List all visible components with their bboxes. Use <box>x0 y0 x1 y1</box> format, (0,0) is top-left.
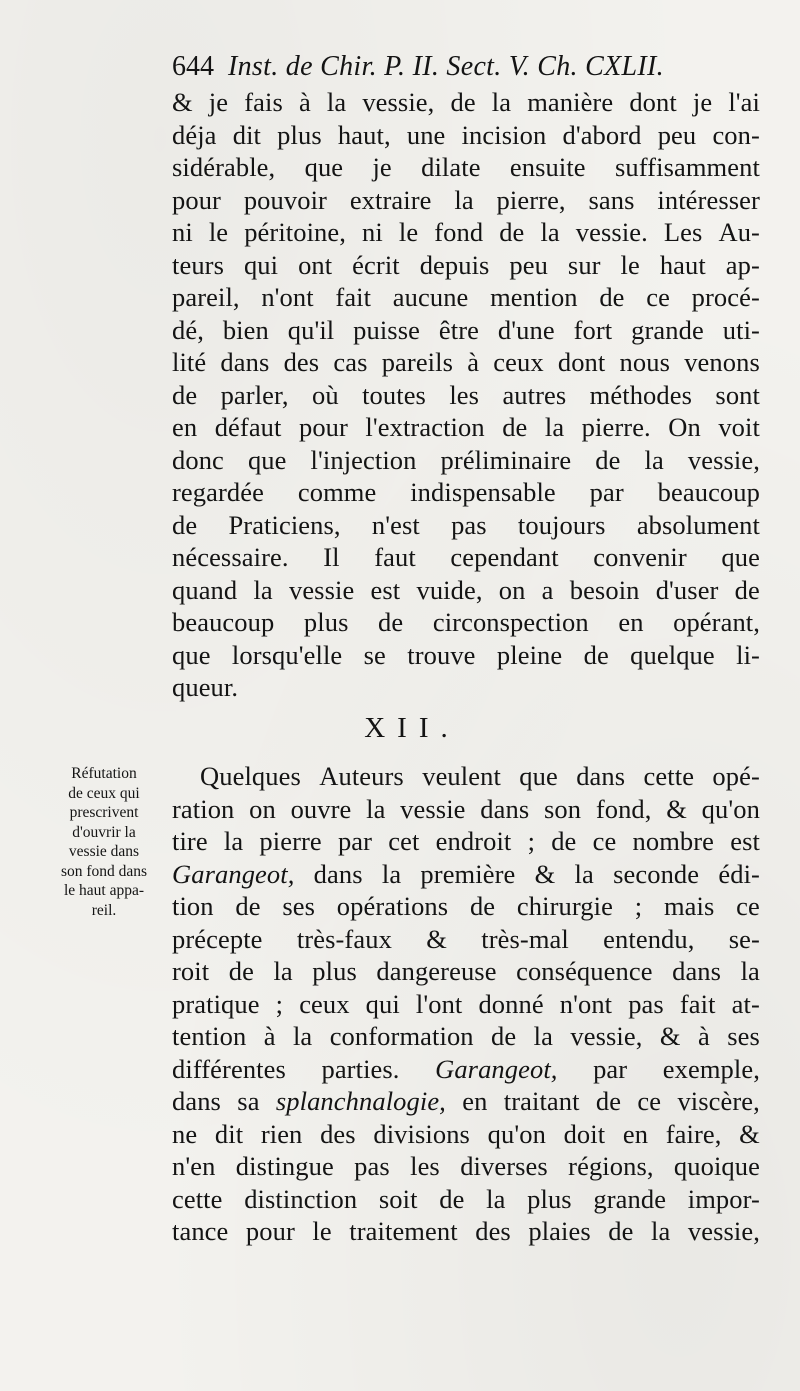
text-line: roit de la plus dangereuse conséquence dans la <box>172 956 760 986</box>
text-line: tance pour le traitement des plaies de la vessie, <box>172 1216 760 1246</box>
text-line: queur. <box>172 672 239 702</box>
text-line: déja dit plus haut, une incision d'abord peu con- <box>172 119 760 150</box>
paragraph-section-xii <box>172 760 760 1248</box>
text-line: teurs qui ont écrit depuis peu sur le haut ap- <box>172 249 760 280</box>
text-line: que lorsqu'elle se trouve pleine de quelque li- <box>172 639 760 670</box>
text-line: pour pouvoir extraire la pierre, sans intéresser <box>172 184 760 215</box>
text-line: & je fais à la vessie, de la manière dont je l'ai <box>172 87 760 117</box>
text-line: ni le péritoine, ni le fond de la vessie. Les Au- <box>172 217 760 247</box>
text-line: lité dans des cas pareils à ceux dont nous venons <box>172 347 760 377</box>
running-title: Inst. de Chir. P. II. Sect. V. Ch. CXLII. <box>228 51 664 82</box>
text-line: pareil, n'ont fait aucune mention de ce procé- <box>172 282 760 312</box>
paragraph-continued <box>172 86 760 704</box>
text-line: de parler, où toutes les autres méthodes sont <box>172 379 760 410</box>
text-line: dé, bien qu'il puisse être d'une fort grande uti- <box>172 314 760 345</box>
text-line: pratique ; ceux qui l'ont donné n'ont pas fait at- <box>172 988 760 1019</box>
text-line: tention à la conformation de la vessie, & à ses <box>172 1021 760 1051</box>
margin-note: Réfutation de ceux qui prescrivent d'ouvrir la vessie dans son fond dans le haut appa- reil. <box>60 765 148 919</box>
text-line: Quelques Auteurs veulent que dans cette opé- <box>200 761 760 791</box>
section-title: XII. <box>364 712 460 744</box>
text-line: précepte très-faux & très-mal entendu, se- <box>172 923 760 954</box>
text-line: nécessaire. Il faut cependant convenir que <box>172 542 760 572</box>
text-line: de Praticiens, n'est pas toujours absolument <box>172 509 760 540</box>
page-number: 644 <box>172 51 214 82</box>
text-line: différentes parties. Garangeot, par exemple, <box>172 1053 760 1084</box>
text-line: ration on ouvre la vessie dans son fond, & qu'on <box>172 793 760 824</box>
text-line: n'en distingue pas les diverses régions, quoique <box>172 1151 760 1181</box>
text-line: regardée comme indispensable par beaucoup <box>172 477 760 507</box>
text-line: en défaut pour l'extraction de la pierre. On voit <box>172 412 760 442</box>
text-line: dans sa splanchnalogie, en traitant de ce viscère, <box>172 1086 760 1116</box>
running-header <box>172 50 762 84</box>
text-line: cette distinction soit de la plus grande impor- <box>172 1183 760 1214</box>
text-line: sidérable, que je dilate ensuite suffisamment <box>172 152 760 182</box>
text-line: tion de ses opérations de chirurgie ; mais ce <box>172 891 760 921</box>
text-line: tire la pierre par cet endroit ; de ce nombre est <box>172 826 760 856</box>
text-line: Garangeot, dans la première & la seconde édi- <box>172 858 760 889</box>
text-line: beaucoup plus de circonspection en opérant, <box>172 607 760 637</box>
text-line: quand la vessie est vuide, on a besoin d'user de <box>172 574 760 605</box>
text-line: donc que l'injection préliminaire de la vessie, <box>172 444 760 475</box>
text-line: ne dit rien des divisions qu'on doit en faire, & <box>172 1118 760 1149</box>
